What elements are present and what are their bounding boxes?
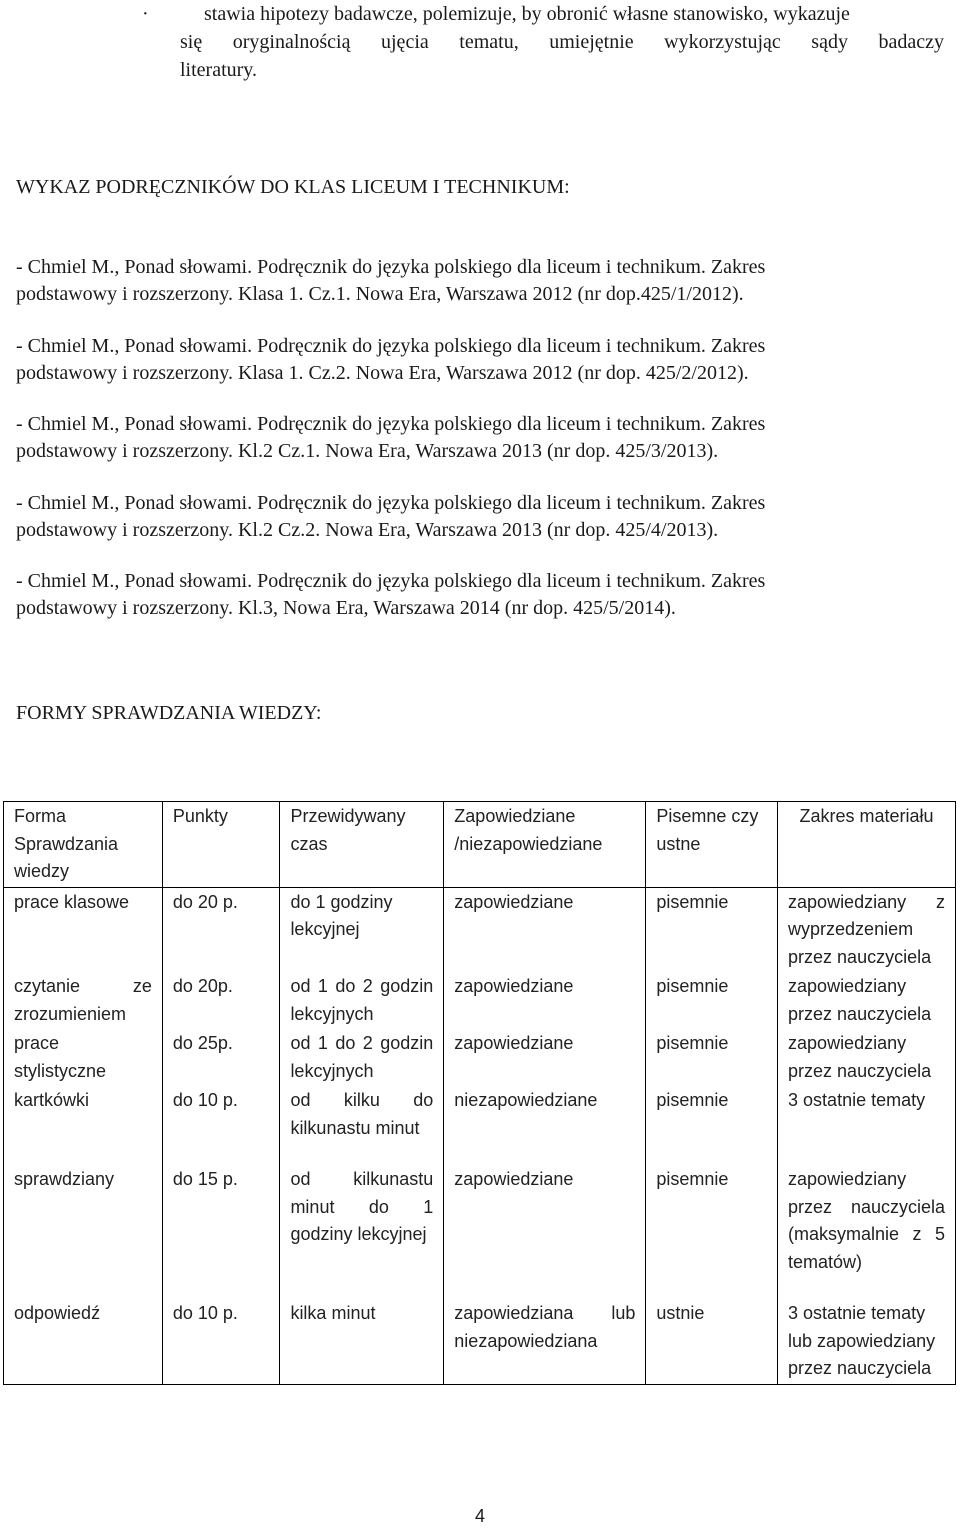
book-line-1: - Chmiel M., Ponad słowami. Podręcznik do języka polskiego dla liceum i technikum. Zakres xyxy=(16,570,766,592)
table-cell: ustnie xyxy=(646,1299,778,1384)
table-spacer-row xyxy=(4,1143,956,1165)
book-line-2: podstawowy i rozszerzony. Kl.2 Cz.1. Nowa Era, Warszawa 2013 (nr dop. 425/3/2013). xyxy=(16,440,719,462)
table-cell: zapowiedziany przez nauczyciela xyxy=(778,972,956,1029)
intro-line-3: literatury. xyxy=(180,59,258,81)
table-cell: zapowiedziany z wyprzedzeniem przez nauczyciela xyxy=(778,887,956,972)
book-line-1: - Chmiel M., Ponad słowami. Podręcznik do języka polskiego dla liceum i technikum. Zakres xyxy=(16,413,766,435)
table-row xyxy=(4,1086,956,1143)
intro-line-2: się oryginalnością ujęcia tematu, umiejętnie wykorzystując sądy badaczy xyxy=(180,31,944,53)
table-header-row xyxy=(4,802,956,888)
table-cell: niezapowiedziane xyxy=(444,1086,646,1143)
table-cell: zapowiedziany przez nauczyciela (maksymalnie z 5 tematów) xyxy=(778,1165,956,1277)
table-cell: do 20p. xyxy=(162,972,280,1029)
table-row xyxy=(4,1299,956,1384)
header-cell: Zakres materiału xyxy=(778,802,956,888)
book-line-2: podstawowy i rozszerzony. Klasa 1. Cz.1. Nowa Era, Warszawa 2012 (nr dop.425/1/2012). xyxy=(16,283,744,305)
table-cell: prace stylistyczne xyxy=(4,1029,163,1086)
table-cell: kilka minut xyxy=(280,1299,444,1384)
table-cell: od 1 do 2 godzin lekcyjnych xyxy=(280,1029,444,1086)
table-cell: do 10 p. xyxy=(162,1086,280,1143)
table-cell: do 1 godziny lekcyjnej xyxy=(280,887,444,972)
table-cell: zapowiedziana lub niezapowiedziana xyxy=(444,1299,646,1384)
table-cell: odpowiedź xyxy=(4,1299,163,1384)
book-line-2: podstawowy i rozszerzony. Kl.2 Cz.2. Nowa Era, Warszawa 2013 (nr dop. 425/4/2013). xyxy=(16,519,719,541)
book-line-1: - Chmiel M., Ponad słowami. Podręcznik do języka polskiego dla liceum i technikum. Zakres xyxy=(16,335,766,357)
book-line-2: podstawowy i rozszerzony. Kl.3, Nowa Era, Warszawa 2014 (nr dop. 425/5/2014). xyxy=(16,597,676,619)
table-cell: od kilku do kilkunastu minut xyxy=(280,1086,444,1143)
header-cell: Punkty xyxy=(162,802,280,888)
bullet-dot: · xyxy=(142,3,149,25)
table-cell: zapowiedziane xyxy=(444,1165,646,1277)
header-cell: Przewidywany czas xyxy=(280,802,444,888)
table-cell: czytanie ze zrozumieniem xyxy=(4,972,163,1029)
header-cell: Forma Sprawdzania wiedzy xyxy=(4,802,163,888)
header-cell: Zapowiedziane /niezapowiedziane xyxy=(444,802,646,888)
header-cell: Pisemne czy ustne xyxy=(646,802,778,888)
table-cell: do 10 p. xyxy=(162,1299,280,1384)
table-cell: kartkówki xyxy=(4,1086,163,1143)
table-cell: do 15 p. xyxy=(162,1165,280,1277)
table-cell: sprawdziany xyxy=(4,1165,163,1277)
table-cell: od 1 do 2 godzin lekcyjnych xyxy=(280,972,444,1029)
table-cell: pisemnie xyxy=(646,887,778,972)
page-number: 4 xyxy=(474,1506,485,1526)
book-line-1: - Chmiel M., Ponad słowami. Podręcznik do języka polskiego dla liceum i technikum. Zakres xyxy=(16,256,766,278)
table-row xyxy=(4,1029,956,1086)
table-cell: zapowiedziane xyxy=(444,972,646,1029)
book-line-2: podstawowy i rozszerzony. Klasa 1. Cz.2. Nowa Era, Warszawa 2012 (nr dop. 425/2/2012). xyxy=(16,362,749,384)
table-cell: zapowiedziane xyxy=(444,887,646,972)
book-entry xyxy=(16,490,946,544)
table-row xyxy=(4,887,956,972)
books-heading: WYKAZ PODRĘCZNIKÓW DO KLAS LICEUM I TECHNIKUM: xyxy=(16,176,570,198)
table-cell: zapowiedziane xyxy=(444,1029,646,1086)
table-spacer-row xyxy=(4,1277,956,1299)
table-cell: 3 ostatnie tematy lub zapowiedziany przez nauczyciela xyxy=(778,1299,956,1384)
table-cell: zapowiedziany przez nauczyciela xyxy=(778,1029,956,1086)
table-cell: od kilkunastu minut do 1 godziny lekcyjnej xyxy=(280,1165,444,1277)
table-cell: do 25p. xyxy=(162,1029,280,1086)
table-cell: prace klasowe xyxy=(4,887,163,972)
table-cell: pisemnie xyxy=(646,1086,778,1143)
table-cell: pisemnie xyxy=(646,1029,778,1086)
book-entry xyxy=(16,411,946,465)
table-cell: pisemnie xyxy=(646,1165,778,1277)
table-row xyxy=(4,1165,956,1277)
table-row xyxy=(4,972,956,1029)
book-entry xyxy=(16,333,946,387)
intro-line-1: stawia hipotezy badawcze, polemizuje, by obronić własne stanowisko, wykazuje xyxy=(204,3,850,25)
book-line-1: - Chmiel M., Ponad słowami. Podręcznik do języka polskiego dla liceum i technikum. Zakres xyxy=(16,492,766,514)
assessment-forms-table xyxy=(3,801,956,1385)
forms-heading: FORMY SPRAWDZANIA WIEDZY: xyxy=(16,702,322,724)
book-entry xyxy=(16,254,946,308)
table-cell: do 20 p. xyxy=(162,887,280,972)
table-cell: pisemnie xyxy=(646,972,778,1029)
book-entry xyxy=(16,568,946,622)
table-cell: 3 ostatnie tematy xyxy=(778,1086,956,1143)
